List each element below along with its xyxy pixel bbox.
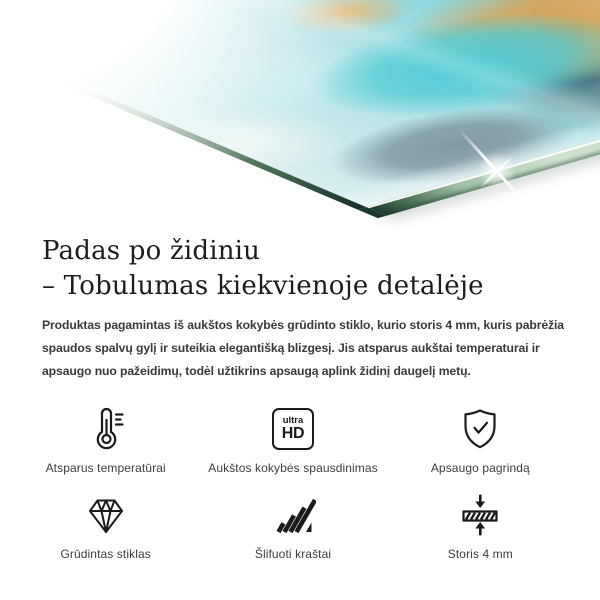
page-title-line1: Padas po židiniu	[42, 236, 261, 266]
feature-print-quality	[199, 403, 386, 475]
feature-heat-resistant	[12, 403, 199, 475]
product-description: Produktas pagamintas iš aukštos kokybės grūdinto stiklo, kurio storis 4 mm, kuris pabrėžia spaudos spalvų gylį ir suteikia elegantišką blizgesį. Jis atsparus aukštai temperaturai ir apsaugo nuo pažeidimų, todėl užtikrins apsaugą aplink židinį daugelį metų.	[42, 318, 564, 378]
polished-edges-icon	[270, 489, 316, 541]
shield-check-icon	[457, 403, 503, 455]
feature-thickness	[387, 489, 574, 561]
product-photo	[0, 0, 600, 230]
ultra-hd-icon: ultra HD	[272, 403, 314, 455]
feature-label: Atsparus temperatūrai	[45, 461, 166, 475]
feature-tempered-glass	[12, 489, 199, 561]
features-grid	[12, 403, 574, 561]
page-title	[42, 234, 570, 304]
diamond-icon	[83, 489, 129, 541]
page-title-line2: – Tobulumas kiekvienoje detalėje	[42, 271, 484, 301]
feature-polished-edges	[199, 489, 386, 561]
feature-label: Šlifuoti kraštai	[254, 547, 332, 561]
thermometer-icon	[83, 403, 129, 455]
feature-label: Grūdintas stiklas	[60, 547, 151, 561]
product-description-section	[0, 230, 600, 561]
feature-label: Storis 4 mm	[447, 547, 513, 561]
feature-label: Aukštos kokybės spausdinimas	[208, 461, 378, 475]
feature-protects-base	[387, 403, 574, 475]
thickness-icon	[457, 489, 503, 541]
feature-label: Apsaugo pagrindą	[430, 461, 530, 475]
